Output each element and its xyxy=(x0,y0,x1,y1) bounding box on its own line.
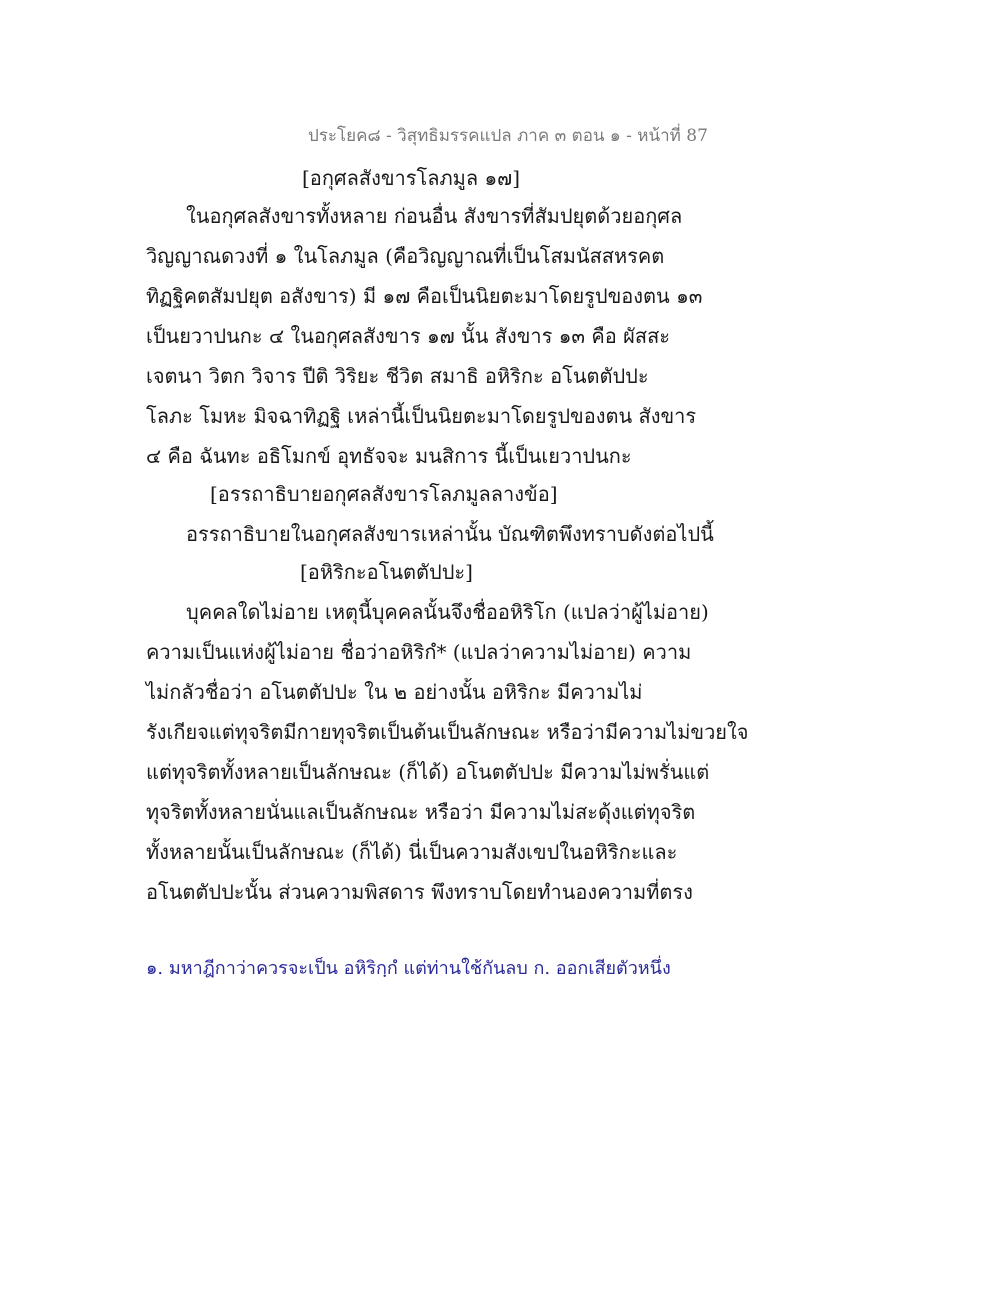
section-heading-2: [อรรถาธิบายอกุศลสังขารโลภมูลลางข้อ] xyxy=(210,482,558,506)
paragraph-line: วิญญาณดวงที่ ๑ ในโลภมูล (คือวิญญาณที่เป็นโสมนัสสหรคต xyxy=(146,244,665,268)
paragraph-line: เจตนา วิตก วิจาร ปีติ วิริยะ ชีวิต สมาธิ อหิริกะ อโนตตัปปะ xyxy=(146,364,649,388)
paragraph-line: เป็นยวาปนกะ ๔ ในอกุศลสังขาร ๑๗ นั้น สังขาร ๑๓ คือ ผัสสะ xyxy=(146,324,671,348)
footnote: ๑. มหาฎีกาว่าควรจะเป็น อหิริกฺกํ แต่ท่านใช้กันลบ ก. ออกเสียตัวหนึ่ง xyxy=(146,958,671,979)
page-header: ประโยค๘ - วิสุทธิมรรคแปล ภาค ๓ ตอน ๑ - หน้าที่ 87 xyxy=(308,126,708,146)
paragraph-line: แต่ทุจริตทั้งหลายเป็นลักษณะ (ก็ได้) อโนตตัปปะ มีความไม่พรั่นแต่ xyxy=(146,760,710,784)
paragraph-line: อรรถาธิบายในอกุศลสังขารเหล่านั้น บัณฑิตพึงทราบดังต่อไปนี้ xyxy=(186,522,714,546)
paragraph-line: อโนตตัปปะนั้น ส่วนความพิสดาร พึงทราบโดยทำนองความที่ตรง xyxy=(146,880,693,904)
paragraph-line: บุคคลใดไม่อาย เหตุนี้บุคคลนั้นจึงชื่ออหิริโก (แปลว่าผู้ไม่อาย) xyxy=(186,600,709,624)
paragraph-line: ทั้งหลายนั้นเป็นลักษณะ (ก็ได้) นี่เป็นความสังเขปในอหิริกะและ xyxy=(146,840,678,864)
paragraph-line: รังเกียจแต่ทุจริตมีกายทุจริตเป็นต้นเป็นลักษณะ หรือว่ามีความไม่ขวยใจ xyxy=(146,720,749,744)
paragraph-line: ไม่กลัวชื่อว่า อโนตตัปปะ ใน ๒ อย่างนั้น อหิริกะ มีความไม่ xyxy=(146,680,643,704)
section-heading-1: [อกุศลสังขารโลภมูล ๑๗] xyxy=(302,166,521,190)
section-heading-3: [อหิริกะอโนตตัปปะ] xyxy=(300,560,473,584)
paragraph-line: ทุจริตทั้งหลายนั่นแลเป็นลักษณะ หรือว่า มีความไม่สะดุ้งแต่ทุจริต xyxy=(146,800,696,824)
paragraph-line: ความเป็นแห่งผู้ไม่อาย ชื่อว่าอหิริกํ* (แปลว่าความไม่อาย) ความ xyxy=(146,640,692,664)
paragraph-line: ทิฏฐิคตสัมปยุต อสังขาร) มี ๑๗ คือเป็นนิยตะมาโดยรูปของตน ๑๓ xyxy=(146,284,703,308)
paragraph-line: ในอกุศลสังขารทั้งหลาย ก่อนอื่น สังขารที่สัมปยุตด้วยอกุศล xyxy=(186,204,683,228)
paragraph-line: ๔ คือ ฉันทะ อธิโมกข์ อุทธัจจะ มนสิการ นี้เป็นเยวาปนกะ xyxy=(146,444,632,468)
paragraph-line: โลภะ โมหะ มิจฉาทิฏฐิ เหล่านี้เป็นนิยตะมาโดยรูปของตน สังขาร xyxy=(146,404,697,428)
